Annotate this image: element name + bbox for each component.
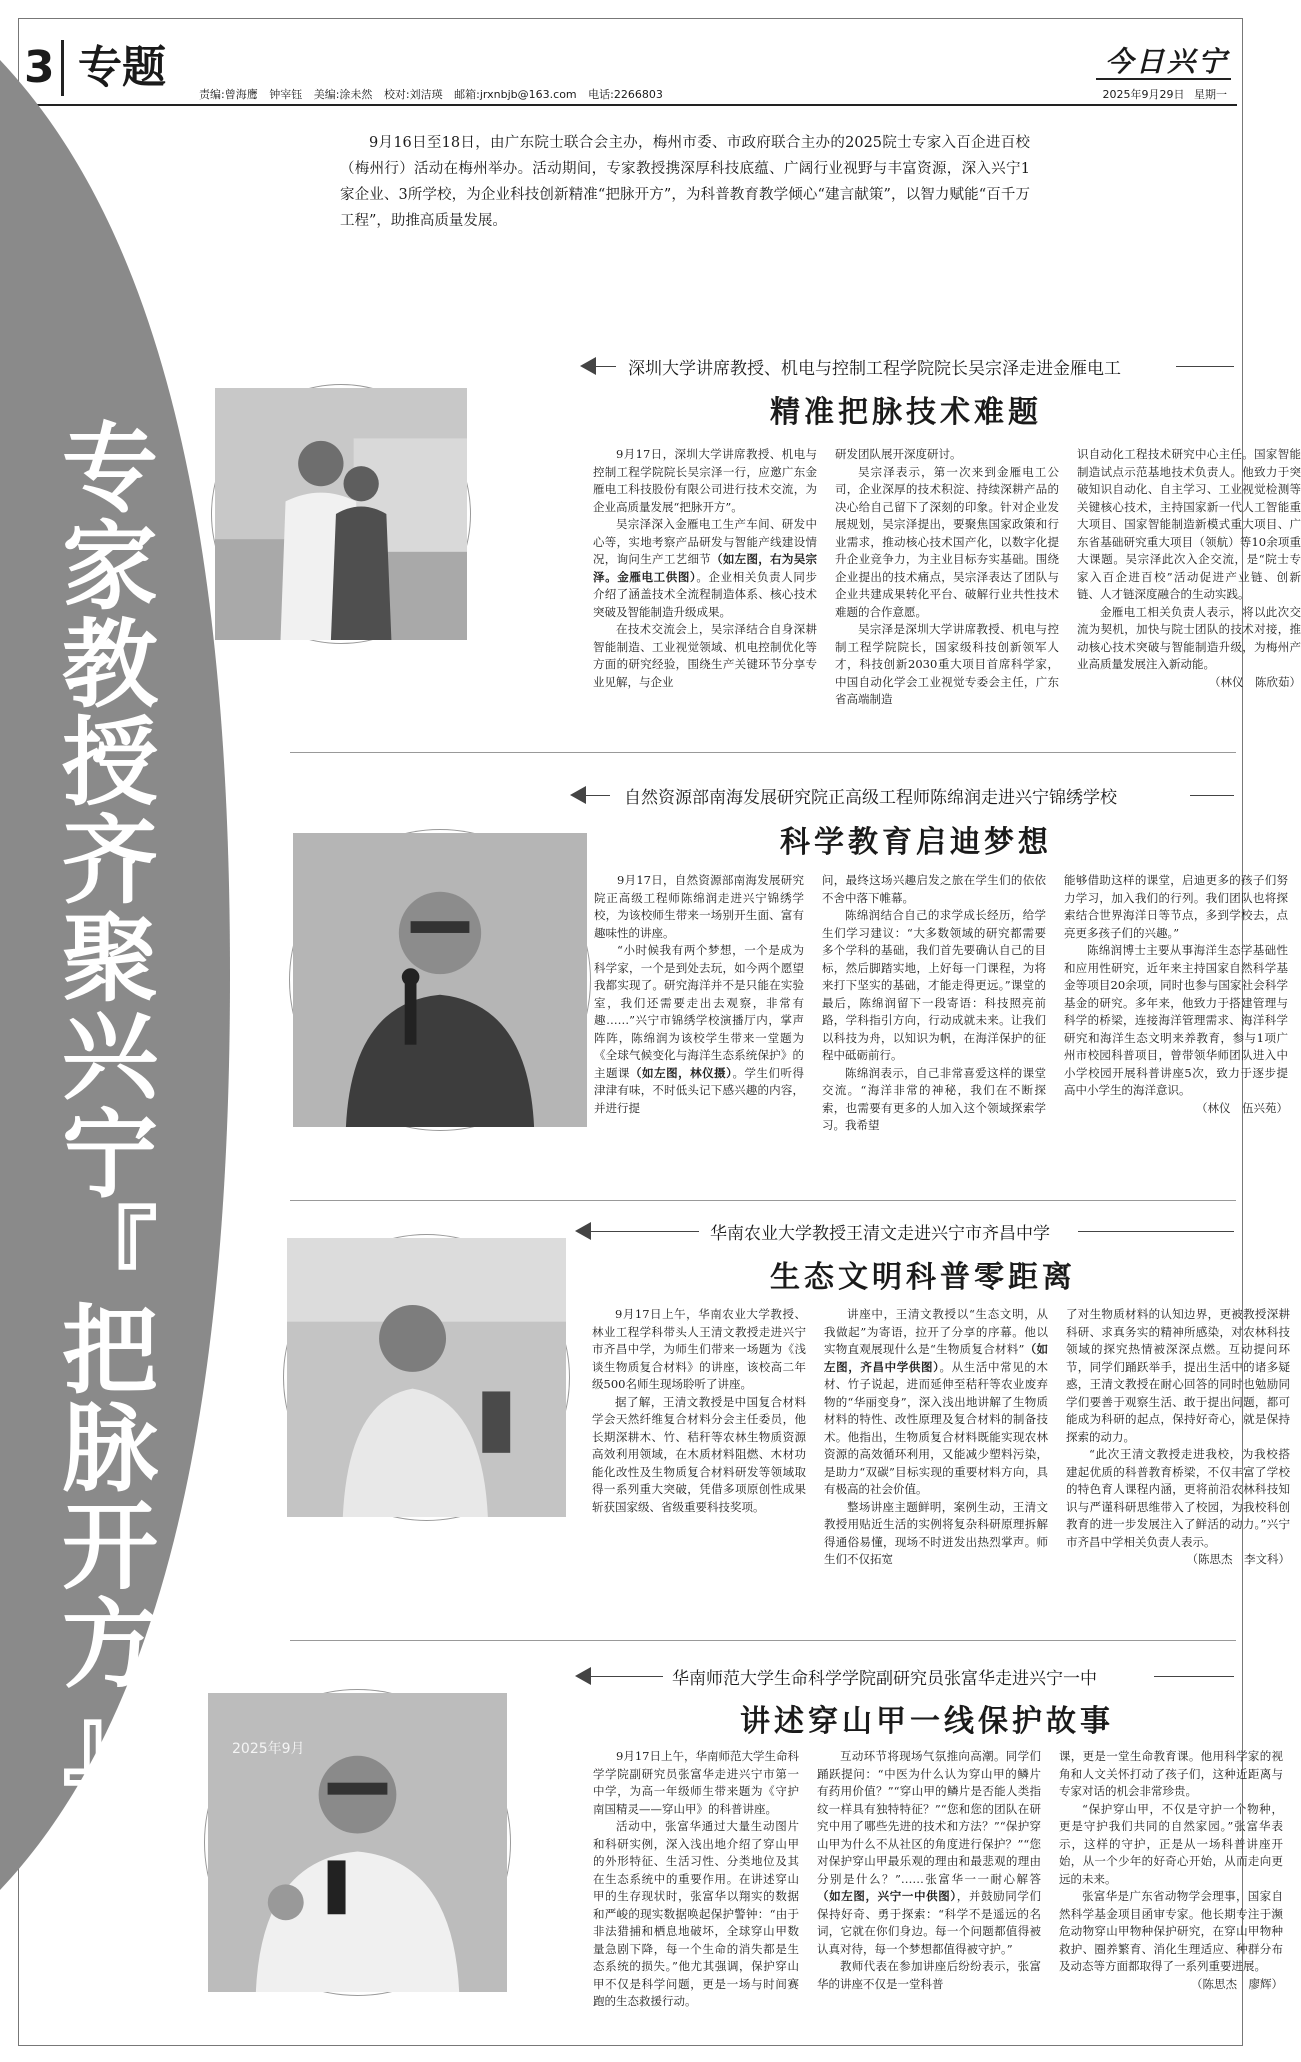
- issue-date: [1097, 86, 1228, 102]
- subtitle-rule: [1078, 1231, 1234, 1232]
- paragraph: 了对生物质材料的认知边界，更被教授深耕科研、求真务实的精神所感染，对农林科技领域的探究热情被深深点燃。互动提问环节，同学们踊跃举手，提出生活中的诸多疑惑，王清文教授在耐心回答的同时也勉励同学们要善于观察生活、敢于提出问题，都可能成为科研的起点，保持好奇心，就是保持探索的动力。: [1066, 1307, 1290, 1444]
- page-number: 3: [24, 40, 64, 96]
- article-3-body: [592, 1306, 1290, 1569]
- section-divider: [290, 1640, 1236, 1641]
- photo-caption: （如左图，右为吴宗泽。金雁电工供图）: [593, 552, 818, 584]
- title-char: 兴: [62, 1001, 158, 1113]
- article-3-headline: 生态文明科普零距离: [770, 1260, 1076, 1295]
- photo-caption: （如左图，林仪摄）: [630, 1065, 733, 1080]
- article-4-col-1: [593, 1748, 799, 2011]
- title-char: 专: [62, 413, 158, 525]
- article-2-col-2: [822, 872, 1046, 1135]
- credit-proofreader: 校对:刘洁瑛: [383, 88, 443, 101]
- article-2-col-1: [594, 872, 804, 1135]
- subtitle-arrow: [570, 786, 586, 804]
- paragraph: 张富华是广东省动物学会理事，国家自然科学基金项目函审专家。他长期专注于濒危动物穿山甲物种保护研究，在穿山甲物种救护、圈养繁育、消化生理适应、种群分布及动态等方面都取得了一系列重要进展。: [1059, 1889, 1283, 1973]
- article-2-body: [594, 872, 1288, 1135]
- paragraph: 能够借助这样的课堂，启迪更多的孩子们努力学习，加入我们的行列。我们团队也将探索结合世界海洋日等节点，多到学校去，点亮更多孩子们的兴趣。”: [1064, 873, 1288, 940]
- title-char: 家: [62, 511, 158, 623]
- paragraph: 陈绵润表示，自己非常喜爱这样的课堂交流。“海洋非常的神秘，我们在不断探索，也需要有更多的人加入这个领域探索学习。我希望: [822, 1065, 1046, 1132]
- paragraph: 问，最终这场兴趣启发之旅在学生们的依依不舍中落下帷幕。: [822, 873, 1046, 905]
- title-char: 方: [62, 1589, 158, 1701]
- photo-caption: （如左图，兴宁一中供图）: [817, 1889, 957, 1903]
- paragraph: 9月17日，自然资源部南海发展研究院正高级工程师陈绵润走进兴宁锦绣学校，为该校师生带来一场别开生面、富有趣味性的讲座。: [594, 873, 804, 940]
- byline: （陈思杰 李文科）: [1186, 1552, 1290, 1566]
- title-char: 脉: [62, 1393, 158, 1505]
- photo-4: [205, 1690, 510, 1995]
- photo-2-image: [293, 833, 587, 1127]
- date-text: 2025年9月29日: [1102, 88, 1185, 101]
- title-char: 把: [62, 1295, 158, 1407]
- section-divider: [290, 752, 1236, 753]
- article-1-col-1: [593, 446, 817, 709]
- article-3-col-3: [1066, 1306, 1290, 1569]
- photo-1-image: [215, 388, 467, 640]
- credit-phone: 电话:2266803: [588, 88, 663, 101]
- article-3-subtitle: 华南农业大学教授王清文走进兴宁市齐昌中学: [710, 1224, 1050, 1244]
- article-4-headline: 讲述穿山甲一线保护故事: [740, 1704, 1114, 1739]
- paragraph: 金雁电工相关负责人表示，将以此次交流为契机，加快与院士团队的技术对接，推动核心技术突破与智能制造升级，为梅州产业高质量发展注入新动能。: [1077, 604, 1301, 671]
- section-name: 专题: [78, 42, 166, 93]
- byline: （陈思杰 廖辉）: [1191, 1976, 1283, 1991]
- paragraph: 互动环节将现场气氛推向高潮。同学们踊跃提问：“中医为什么认为穿山甲的鳞片有药用价值？”“穿山甲的鳞片是否能人类指纹一样具有独特特征？”“您和您的团队在研究中用了哪些先进的技术和方法？”“保护穿山甲为什么不从社区的角度进行保护？”“您对保护穿山甲最乐观的理由和最悲观的理由分别是什么？”……张富华一一耐心解答（如左图，兴宁一中供图），并鼓励同学们保持好奇、勇于探索：“科学不是遥远的名词，它就在你们身边。每一个问题都值得被认真对待，每一个梦想都值得被守护。”: [817, 1749, 1041, 1956]
- article-1-headline: 精准把脉技术难题: [770, 395, 1042, 430]
- article-2-subtitle: 自然资源部南海发展研究院正高级工程师陈绵润走进兴宁锦绣学校: [624, 788, 1117, 808]
- paragraph: 9月17日上午，华南农业大学教授、林业工程学科带头人王清文教授走进兴宁市齐昌中学，为师生们带来一场题为《浅谈生物质复合材料》的讲座，该校高二年级500名师生现场聆听了讲座。: [592, 1307, 806, 1391]
- paragraph: 9月17日上午，华南师范大学生命科学学院副研究员张富华走进兴宁市第一中学，为高一年级师生带来题为《守护南国精灵——穿山甲》的科普讲座。: [593, 1749, 799, 1816]
- title-char: 教: [62, 609, 158, 721]
- title-char: 聚: [62, 903, 158, 1015]
- paragraph: 9月17日，深圳大学讲席教授、机电与控制工程学院院长吴宗泽一行，应邀广东金雁电工科技股份有限公司进行技术交流，为企业高质量发展“把脉开方”。: [593, 447, 817, 514]
- paragraph: 整场讲座主题鲜明，案例生动，王清文教授用贴近生活的实例将复杂科研原理拆解得通俗易懂，现场不时迸发出热烈掌声。师生们不仅拓宽: [824, 1499, 1048, 1566]
- credit-email: 邮箱:jrxnbjb@163.com: [454, 88, 577, 101]
- paragraph: 讲座中，王清文教授以“生态文明，从我做起”为寄语，拉开了分享的序幕。他以实物直观展现什么是“生物质复合材料”（如左图，齐昌中学供图）。从生活中常见的木材、竹子说起，进而延伸至秸秆等农业废弃物的“华丽变身”，深入浅出地讲解了生物质材料的特性、改性原理及复合材料的制备技术。他指出，生物质复合材料既能实现农林资源的高效循环利用，又能减少塑料污染，是助力“双碳”目标实现的重要材料方向，具有极高的社会价值。: [824, 1307, 1049, 1496]
- credit-designer: 美编:涂未然: [313, 88, 373, 101]
- paragraph: 据了解，王清文教授是中国复合材料学会天然纤维复合材料分会主任委员，他长期深耕木、竹、秸秆等农林生物质资源高效利用领域，在木质材料阻燃、木材功能化改性及生物质复合材料研发等领域取得一系列重大突破，凭借多项原创性成果斩获国家级、省级重要科技奖项。: [592, 1394, 806, 1514]
- paragraph: “此次王清文教授走进我校，为我校搭建起优质的科普教育桥梁，不仅丰富了学校的特色育人课程内涵，更将前沿农林科技知识与严谨科研思维带入了校园，为我校科创教育的进一步发展注入了鲜活的动力。”兴宁市齐昌中学相关负责人表示。: [1066, 1447, 1290, 1549]
- subtitle-rule: [586, 795, 610, 796]
- article-3-col-1: [592, 1306, 806, 1569]
- feature-title: [55, 413, 165, 1799]
- paragraph: 陈绵润博士主要从事海洋生态学基础性和应用性研究，近年来主持国家自然科学基金等项目20余项，同时也参与国家社会科学基金的研究。多年来，他致力于搭建管理与科学的桥梁，连接海洋管理需求、海洋科学研究和海洋生态文明来养教育，参与1项广州市校园科普项目，曾带领华师团队进入中小学校园开展科普讲座5次，致力于逐步提高中小学生的海洋意识。: [1064, 943, 1288, 1097]
- article-3-col-2: [824, 1306, 1048, 1569]
- paragraph: “保护穿山甲，不仅是守护一个物种，更是守护我们共同的自然家园。”张富华表示，这样的守护，正是从一场科普讲座开始，从一个少年的好奇心开始，从而走向更远的未来。: [1059, 1801, 1283, 1886]
- masthead-logo: 今日兴宁: [1104, 45, 1229, 78]
- subtitle-rule: [591, 1231, 699, 1232]
- subtitle-rule: [1190, 795, 1234, 796]
- paragraph: 吴宗泽表示，第一次来到金雁电工公司，企业深厚的技术积淀、持续深耕产品的决心给自己留下了深刻的印象。针对企业发展规划，吴宗泽提出，要聚焦国家政策和行业需求，推动核心技术国产化，以数字化提升企业竞争力，为主业目标夯实基础。围绕企业提出的技术痛点，吴宗泽表达了团队与企业共建成果转化平台、破解行业共性技术难题的合作意愿。: [835, 464, 1059, 619]
- title-char: 开: [62, 1491, 158, 1603]
- article-1-col-3: [1077, 446, 1301, 709]
- title-char: 『: [62, 1197, 158, 1309]
- paragraph: 识自动化工程技术研究中心主任。国家智能制造试点示范基地技术负责人。他致力于突破知识自动化、自主学习、工业视觉检测等关键核心技术，主持国家新一代人工智能重大项目、国家智能制造新模式重大项目、广东省基础研究重大项目（领航）等10余项重大课题。吴宗泽此次入企交流，是“院士专家入百企进百校”活动促进产业链、创新链、人才链深度融合的生动实践。: [1077, 447, 1301, 601]
- subtitle-arrow: [575, 1667, 591, 1685]
- byline: （林仪 陈欣茹）: [1209, 674, 1301, 689]
- photo-1: [212, 385, 470, 643]
- subtitle-rule: [1176, 366, 1234, 367]
- credit-editor: 责编:曾海鹰: [199, 88, 258, 101]
- article-4-col-3: [1059, 1748, 1283, 2011]
- paragraph: 陈绵润结合自己的求学成长经历，给学生们学习建议：“大多数领域的研究都需要多个学科的基础，我们首先要确认自己的目标，然后脚踏实地，上好每一门课程，为将来打下坚实的基础，才能走得更远。”课堂的最后，陈绵润留下一段寄语：科技照亮前路，学科指引方向，行动成就未来。让我们以科技为舟，以知识为帆，在海洋保护的征程中砥砺前行。: [822, 908, 1046, 1062]
- title-char: 』: [62, 1687, 158, 1799]
- article-1-subtitle: 深圳大学讲席教授、机电与控制工程学院院长吴宗泽走进金雁电工: [628, 359, 1121, 379]
- credit-editor-2: 钟宰钰: [269, 88, 303, 101]
- subtitle-rule: [1154, 1676, 1234, 1677]
- section-divider: [290, 1200, 1236, 1201]
- subtitle-rule: [591, 1676, 663, 1677]
- paragraph: 吴宗泽深入金雁电工生产车间、研发中心等，实地考察产品研发与智能产线建设情况，询问生产工艺细节（如左图，右为吴宗泽。金雁电工供图）。企业相关负责人同步介绍了涵盖技术全流程制造体系、核心技术突破及智能制造升级成果。: [593, 517, 818, 619]
- photo-watermark: 2025年9月: [232, 1741, 305, 1757]
- article-4-subtitle: 华南师范大学生命科学学院副研究员张富华走进兴宁一中: [672, 1669, 1097, 1689]
- paragraph: “小时候我有两个梦想，一个是成为科学家，一个是到处去玩，如今两个愿望我都实现了。研究海洋并不是只能在实验室，我们还需要走出去观察，非常有趣……”兴宁市锦绣学校演播厅内，掌声阵阵，陈绵润为该校学生带来一堂题为《全球气候变化与海洋生态系统保护》的主题课（如左图，林仪摄）。学生们听得津津有味，不时低头记下感兴趣的内容，并进行提: [594, 943, 805, 1115]
- photo-3: [284, 1235, 569, 1520]
- photo-2: [290, 830, 590, 1130]
- paragraph: 研发团队展开深度研讨。: [835, 447, 962, 461]
- article-1-col-2: [835, 446, 1059, 709]
- article-4-body: [593, 1748, 1283, 2011]
- intro-paragraph: 9月16日至18日，由广东院士联合会主办，梅州市委、市政府联合主办的2025院士专家入百企进百校（梅州行）活动在梅州举办。活动期间，专家教授携深厚科技底蕴、广阔行业视野与丰富资源，深入兴宁1家企业、3所学校，为企业科技创新精准“把脉开方”，为科普教育教学倾心“建言献策”，以智力赋能“百千万工程”，助推高质量发展。: [340, 135, 1030, 229]
- paragraph: 课，更是一堂生命教育课。他用科学家的视角和人文关怀打动了孩子们，这种近距离与专家对话的机会非常珍贵。: [1059, 1749, 1283, 1798]
- article-4-col-2: [817, 1748, 1041, 2011]
- paragraph: 活动中，张富华通过大量生动图片和科研实例，深入浅出地介绍了穿山甲的外形特征、生活习性、分类地位及其在生态系统中的重要作用。在讲述穿山甲的生存现状时，张富华以翔实的数据和严峻的现实数据唤起保护警钟：“由于非法猎捕和栖息地破坏，全球穿山甲数量急剧下降，每一个生命的消失都是生态系统的损失。”他尤其强调，保护穿山甲不仅是科学问题，更是一场与时间赛跑的生态救援行动。: [593, 1819, 799, 2008]
- subtitle-rule: [596, 366, 616, 367]
- article-1-body: [593, 446, 1301, 709]
- title-char: 授: [62, 707, 158, 819]
- paragraph: 吴宗泽是深圳大学讲席教授、机电与控制工程学院院长，国家级科技创新领军人才，科技创新2030重大项目首席科学家，中国自动化学会工业视觉专委会主任，广东省高端制造: [835, 622, 1059, 706]
- article-2-headline: 科学教育启迪梦想: [780, 825, 1052, 860]
- weekday-text: 星期一: [1194, 88, 1227, 101]
- photo-3-image: [287, 1238, 566, 1517]
- masthead-rule: [1096, 78, 1231, 80]
- subtitle-arrow: [580, 357, 596, 375]
- title-char: 齐: [62, 805, 158, 917]
- title-char: 宁: [62, 1099, 158, 1211]
- subtitle-arrow: [575, 1222, 591, 1240]
- byline: （林仪 伍兴苑）: [1196, 1100, 1288, 1115]
- paragraph: 教师代表在参加讲座后纷纷表示，张富华的讲座不仅是一堂科普: [817, 1959, 1041, 1991]
- article-2-col-3: [1064, 872, 1288, 1135]
- photo-caption: （如左图，齐昌中学供图）: [824, 1342, 1049, 1374]
- paragraph: 在技术交流会上，吴宗泽结合自身深耕智能制造、工业视觉领域、机电控制优化等方面的研究经验，围绕生产关键环节分享专业见解，与企业: [593, 622, 817, 689]
